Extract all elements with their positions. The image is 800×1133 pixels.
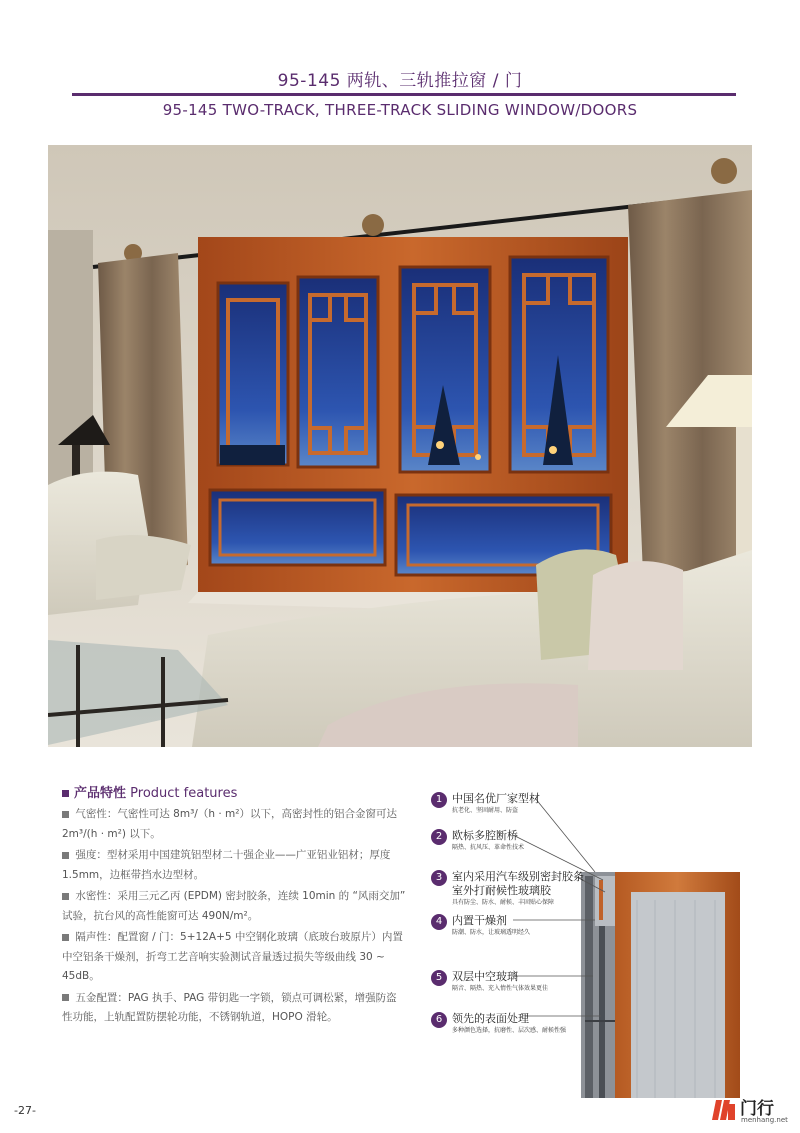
brand-logo (710, 1094, 790, 1128)
callout-number: 5 (431, 970, 447, 986)
bullet-square-icon (62, 994, 69, 1001)
callout-number: 3 (431, 870, 447, 886)
callout-title: 中国名优厂家型材 (452, 792, 540, 805)
title-divider (72, 93, 736, 96)
profile-diagram (425, 780, 755, 1100)
bullet-square-icon (62, 852, 69, 859)
bullet-square-icon (62, 893, 69, 900)
heading-square-icon (62, 790, 69, 797)
page-number: -27- (14, 1104, 36, 1117)
features-heading-en: Product features (130, 786, 238, 801)
features-heading (62, 782, 237, 801)
feature-item: 隔声性：配置窗 / 门：5+12A+5 中空钢化玻璃（底玻台玻原片）内置中空铝条干燥剂，折弯工艺音响实验测试音量透过损失等级曲线 30 ~ 45dB。 (62, 931, 403, 982)
features-heading-cn: 产品特性 (74, 786, 127, 801)
callout-number: 2 (431, 829, 447, 845)
callout-title-line2: 室外打耐候性玻璃胶 (452, 884, 551, 897)
callout-title: 内置干燥剂 (452, 914, 507, 927)
feature-item: 五金配置：PAG 执手、PAG 带钥匙一字锁，锁点可调松紧，增强防盗性功能，上轨配置防摆轮功能，不锈钢轨道，HOPO 滑轮。 (62, 991, 397, 1023)
page-title-cn: 95-145 两轨、三轨推拉窗 / 门 (277, 71, 523, 91)
feature-item: 强度：型材采用中国建筑铝型材二十强企业——广亚铝业铝材；厚度 1.5mm，边框带挡水边型材。 (62, 849, 391, 881)
brand-mark-icon (710, 1096, 736, 1122)
callout-subtitle: 抗老化、坚固耐用、防盗 (452, 807, 519, 814)
callout-number: 4 (431, 914, 447, 930)
brand-url: menhang.net (741, 1116, 788, 1124)
callout-title: 领先的表面处理 (452, 1012, 529, 1025)
page-title-en: 95-145 TWO-TRACK, THREE-TRACK SLIDING WINDOW/DOORS (162, 101, 638, 119)
callout-title: 双层中空玻璃 (452, 970, 518, 983)
bullet-square-icon (62, 811, 69, 818)
callout-subtitle: 隔热、抗风压、革命性技术 (452, 844, 525, 851)
callout-number: 6 (431, 1012, 447, 1028)
callout-number: 1 (431, 792, 447, 808)
feature-item: 水密性：采用三元乙丙 (EPDM) 密封胶条，连续 10min 的 “风雨交加” 试验，抗台风的高性能窗可达 490N/m²。 (62, 890, 406, 922)
callout-title: 欧标多腔断桥 (452, 829, 518, 842)
feature-item: 气密性：气密性可达 8m³/（h · m²）以下，高密封性的铝合金窗可达 2m³/(h · m²) 以下。 (62, 808, 397, 840)
callout-subtitle: 多种颜色选择，抗磨性、层次感、耐候性强 (452, 1027, 567, 1034)
bullet-square-icon (62, 934, 69, 941)
callout-subtitle: 防潮、防水，让玻璃透明经久 (452, 929, 531, 936)
callout-title: 室内采用汽车级别密封胶条 (452, 870, 584, 883)
callout-subtitle: 具有防尘、防水、耐候、丰固贴心保障 (452, 899, 555, 906)
brand-name: 门行 (740, 1099, 774, 1119)
room-photo (48, 145, 752, 747)
callout-subtitle: 隔音、隔热、充入惰性气体效果更佳 (452, 985, 549, 992)
features-list (62, 805, 407, 1030)
